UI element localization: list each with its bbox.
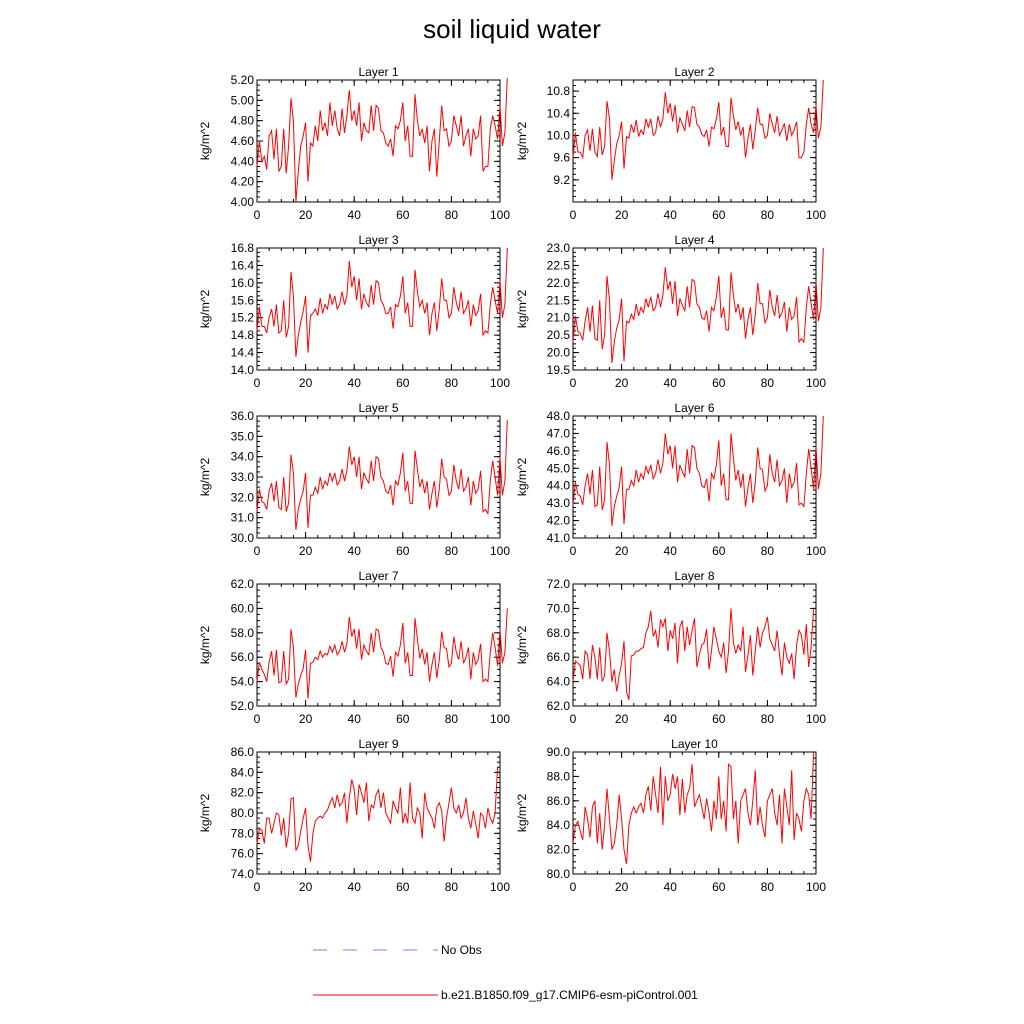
x-tick-label: 60 (712, 712, 726, 726)
x-tick-label: 20 (614, 208, 629, 222)
x-tick-label: 20 (298, 208, 313, 222)
y-tick-label: 19.5 (546, 363, 570, 377)
y-tick-label: 90.0 (546, 745, 570, 759)
x-tick-label: 0 (569, 208, 577, 222)
x-tick-label: 80 (760, 376, 775, 390)
x-tick-label: 60 (712, 208, 726, 222)
x-tick-label: 40 (663, 376, 677, 390)
y-tick-label: 16.8 (230, 241, 254, 255)
y-axis-label: kg/m^2 (198, 457, 212, 497)
x-tick-label: 100 (489, 544, 511, 558)
y-tick-label: 52.0 (230, 699, 254, 713)
panel-title: Layer 4 (674, 233, 715, 247)
x-tick-label: 20 (298, 712, 313, 726)
y-axis-label: kg/m^2 (515, 121, 529, 161)
y-tick-label: 9.2 (553, 172, 570, 187)
x-tick-label: 60 (712, 880, 726, 894)
x-tick-label: 40 (347, 208, 361, 222)
y-tick-label: 41.0 (546, 531, 570, 545)
y-tick-label: 33.0 (230, 470, 254, 484)
y-tick-label: 80.0 (230, 806, 254, 820)
y-tick-label: 4.80 (230, 113, 254, 128)
panel-title: Layer 7 (358, 569, 399, 583)
y-tick-label: 20.5 (546, 328, 570, 343)
y-tick-label: 32.0 (230, 490, 254, 505)
y-axis-label: kg/m^2 (198, 289, 212, 329)
x-tick-label: 40 (347, 544, 361, 558)
x-tick-label: 40 (347, 880, 361, 894)
x-tick-label: 100 (805, 376, 827, 390)
y-tick-label: 4.60 (230, 134, 254, 148)
y-tick-label: 16.4 (230, 258, 254, 273)
y-tick-label: 21.0 (546, 310, 570, 325)
y-tick-label: 20.0 (546, 345, 570, 360)
x-tick-label: 0 (253, 208, 261, 222)
x-tick-label: 20 (298, 544, 313, 558)
y-tick-label: 16.0 (230, 275, 254, 290)
y-tick-label: 62.0 (230, 577, 254, 591)
y-tick-label: 84.0 (230, 765, 254, 780)
x-tick-label: 80 (444, 208, 459, 222)
x-tick-label: 80 (444, 880, 459, 894)
y-tick-label: 74.0 (230, 867, 254, 881)
y-tick-label: 54.0 (230, 674, 254, 689)
y-axis-label: kg/m^2 (515, 625, 529, 665)
x-tick-label: 100 (805, 712, 827, 726)
y-tick-label: 10.4 (546, 106, 570, 121)
y-tick-label: 4.40 (230, 154, 254, 169)
legend-obs-label: No Obs (441, 943, 482, 957)
x-tick-label: 40 (663, 712, 677, 726)
y-tick-label: 10.0 (546, 128, 570, 143)
x-tick-label: 0 (569, 712, 577, 726)
x-tick-label: 100 (489, 712, 511, 726)
x-tick-label: 100 (805, 208, 827, 222)
y-tick-label: 78.0 (230, 826, 254, 841)
y-tick-label: 66.0 (546, 650, 570, 665)
y-tick-label: 42.0 (546, 513, 570, 528)
y-axis-label: kg/m^2 (515, 457, 529, 497)
x-tick-label: 80 (760, 544, 775, 558)
y-tick-label: 62.0 (546, 699, 570, 713)
x-tick-label: 20 (298, 376, 313, 390)
panel-title: Layer 3 (358, 233, 399, 247)
x-tick-label: 40 (663, 544, 677, 558)
y-tick-label: 56.0 (230, 650, 254, 665)
y-tick-label: 86.0 (230, 745, 254, 759)
y-tick-label: 82.0 (230, 785, 254, 800)
x-tick-label: 80 (444, 712, 459, 726)
y-tick-label: 48.0 (546, 409, 570, 423)
x-tick-label: 60 (396, 544, 410, 558)
y-tick-label: 22.5 (546, 258, 570, 273)
panel-title: Layer 2 (674, 65, 715, 79)
x-tick-label: 0 (569, 880, 577, 894)
y-tick-label: 23.0 (546, 241, 570, 255)
y-tick-label: 76.0 (230, 846, 254, 861)
x-tick-label: 80 (760, 208, 775, 222)
y-tick-label: 4.00 (230, 195, 254, 209)
x-tick-label: 0 (253, 880, 261, 894)
panel-title: Layer 8 (674, 569, 715, 583)
x-tick-label: 100 (489, 208, 511, 222)
x-tick-label: 40 (663, 208, 677, 222)
y-tick-label: 60.0 (230, 601, 254, 616)
y-tick-label: 15.6 (230, 293, 254, 308)
y-tick-label: 44.0 (546, 478, 570, 493)
y-tick-label: 4.20 (230, 174, 254, 189)
y-tick-label: 30.0 (230, 531, 254, 545)
x-tick-label: 0 (253, 376, 261, 390)
x-tick-label: 60 (396, 712, 410, 726)
y-axis-label: kg/m^2 (198, 121, 212, 161)
y-tick-label: 72.0 (546, 577, 570, 591)
y-tick-label: 64.0 (546, 674, 570, 689)
x-tick-label: 60 (396, 208, 410, 222)
y-tick-label: 58.0 (230, 625, 254, 640)
x-tick-label: 100 (489, 880, 511, 894)
x-tick-label: 20 (614, 880, 629, 894)
y-tick-label: 36.0 (230, 409, 254, 423)
x-tick-label: 80 (444, 544, 459, 558)
panel-title: Layer 1 (358, 65, 399, 79)
x-tick-label: 20 (614, 376, 629, 390)
x-tick-label: 60 (712, 544, 726, 558)
y-tick-label: 10.8 (546, 84, 570, 99)
x-tick-label: 40 (347, 712, 361, 726)
y-tick-label: 21.5 (546, 293, 570, 308)
x-tick-label: 0 (253, 712, 261, 726)
y-tick-label: 22.0 (546, 275, 570, 290)
y-tick-label: 9.6 (553, 150, 570, 165)
y-tick-label: 14.4 (230, 345, 254, 360)
legend-model-label: b.e21.B1850.f09_g17.CMIP6-esm-piControl.001 (441, 988, 698, 1002)
y-tick-label: 5.00 (230, 93, 254, 108)
x-tick-label: 100 (805, 880, 827, 894)
panel-title: Layer 6 (674, 401, 715, 415)
x-tick-label: 60 (396, 376, 410, 390)
x-tick-label: 60 (396, 880, 410, 894)
y-tick-label: 45.0 (546, 461, 570, 476)
y-tick-label: 82.0 (546, 842, 570, 857)
y-tick-label: 80.0 (546, 867, 570, 881)
y-axis-label: kg/m^2 (515, 289, 529, 329)
x-tick-label: 0 (253, 544, 261, 558)
x-tick-label: 60 (712, 376, 726, 390)
y-tick-label: 14.0 (230, 363, 254, 377)
main-title: soil liquid water (423, 14, 601, 44)
y-tick-label: 46.0 (546, 443, 570, 458)
y-axis-label: kg/m^2 (198, 793, 212, 833)
x-tick-label: 40 (347, 376, 361, 390)
y-tick-label: 15.2 (230, 310, 254, 325)
x-tick-label: 40 (663, 880, 677, 894)
x-tick-label: 80 (444, 376, 459, 390)
y-tick-label: 31.0 (230, 510, 254, 525)
y-axis-label: kg/m^2 (198, 625, 212, 665)
panel-title: Layer 5 (358, 401, 399, 415)
y-tick-label: 34.0 (230, 449, 254, 464)
y-tick-label: 5.20 (230, 73, 254, 87)
y-tick-label: 43.0 (546, 496, 570, 511)
x-tick-label: 80 (760, 712, 775, 726)
x-tick-label: 0 (569, 544, 577, 558)
y-tick-label: 14.8 (230, 328, 254, 343)
y-tick-label: 70.0 (546, 601, 570, 616)
x-tick-label: 100 (805, 544, 827, 558)
y-tick-label: 84.0 (546, 818, 570, 833)
x-tick-label: 20 (614, 544, 629, 558)
panel-title: Layer 10 (671, 737, 718, 751)
x-tick-label: 20 (614, 712, 629, 726)
x-tick-label: 0 (569, 376, 577, 390)
x-tick-label: 20 (298, 880, 313, 894)
x-tick-label: 100 (489, 376, 511, 390)
x-tick-label: 80 (760, 880, 775, 894)
y-axis-label: kg/m^2 (515, 793, 529, 833)
y-tick-label: 88.0 (546, 769, 570, 784)
panel-title: Layer 9 (358, 737, 399, 751)
y-tick-label: 35.0 (230, 429, 254, 444)
y-tick-label: 86.0 (546, 793, 570, 808)
y-tick-label: 68.0 (546, 625, 570, 640)
y-tick-label: 47.0 (546, 426, 570, 441)
